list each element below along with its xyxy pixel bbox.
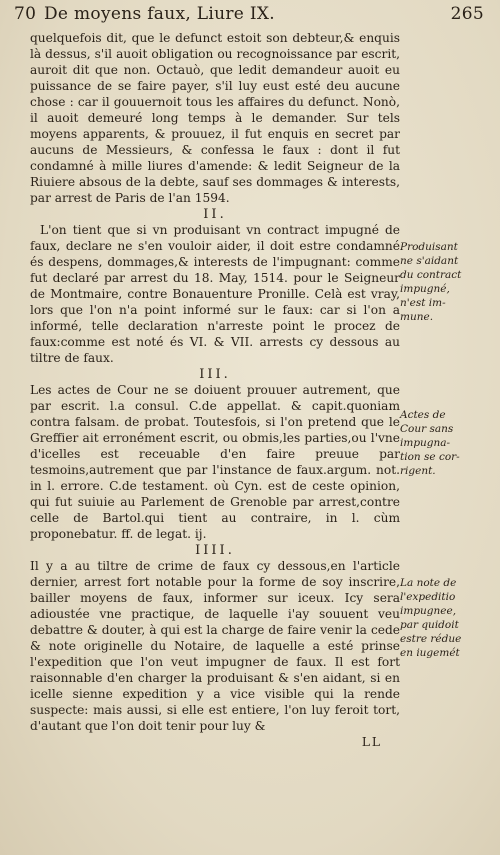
margin-note-line: par quidoit [400,619,459,631]
catchword: LL [361,735,382,749]
section-heading-iiii: IIII. [195,543,235,558]
margin-note-line: tion se cor- [400,451,460,463]
running-title: De moyens faux, Liure IX. [44,4,275,24]
margin-note-line: Produisant [400,241,458,253]
margin-note-actes [400,408,468,478]
margin-note-line: Actes de [400,409,446,421]
margin-note-line: du contract [400,269,462,281]
paragraph-ii: L'on tient que si vn produisant vn contract impugné de faux, declare ne s'en vouloir aider, il doit estre condamné és despens, dommages,& interests de l'impugnant: comme fut declaré par arrest du 18. May, 1514. pour le Seigneur de Montmaire, contre Bonauenture Pronille. Celà est vray, lors que l'on n'a point informé sur le faux: car si l'on a informé, telle declaration n'arreste point le procez de faux:comme est noté és VI. & VII. arrests cy dessous au tiltre de faux. [30,223,400,365]
margin-note-line: l'expeditio [400,591,456,603]
text-body [30,30,400,750]
paragraph-iii: Les actes de Cour ne se doiuent prouuer autrement, que par escrit. l.a consul. C.de appellat. & capit.quoniam contra falsam. de probat. Toutesfois, si l'on pretend que le Greffier ait erronément escrit, ou obmis,les parties,ou l'vne d'icelles est receuable d'en faire preuue par tesmoins,autrement que par l'instance de faux.argum. not. in l. errore. C.de testament. où Cyn. est de ceste opinion, qui fut suiuie au Parlement de Grenoble par arrest,contre celle de Bartol.qui tient au contraire, in l. cùm proponebatur. ff. de legat. ij. [30,383,400,541]
paragraph-continuation: quelquefois dit, que le defunct estoit son debteur,& enquis là dessus, s'il auoit obligation ou recognoissance par escrit, auroit dit que non. Octauò, que ledit demandeur auoit eu puissance de se faire payer, s'il luy eust esté deu aucune chose : car il gouuernoit tous les affaires du defunct. Nonò, il auoit demeuré long temps à le demander. Sur tels moyens apparents, & prouuez, il fut enquis en secret par aucuns de Messieurs, & confessa le faux : dont il fut condamné à mille liures d'amende: & ledit Seigneur de la Riuiere absous de la debte, sauf ses dommages & interests, par arrest de Paris de l'an 1594. [30,31,400,205]
margin-note-line: impugné, [400,283,450,295]
margin-note-line: n'est im- [400,297,446,309]
margin-note-la-note [400,576,468,660]
paragraph-iiii: Il y a au tiltre de crime de faux cy dessous,en l'article dernier, arrest fort notable pour la forme de soy inscrire, bailler moyens de faux, informer sur iceux. Icy sera adioustée vne practique, de laquelle i'ay souuent veu debattre & douter, à qui est la charge de faire venir la cede & note originelle du Notaire, de laquelle a esté prinse l'expedition que l'on veut impugner de faux. Il est fort raisonnable d'en charger la produisant & s'en aidant, si en icelle sienne expedition y a vice visible qui la rende suspecte: mais aussi, si elle est entiere, l'on luy feroit tort, d'autant que l'on doit tenir pour luy & [30,559,400,733]
margin-note-produisant [400,240,468,324]
margin-note-line: Cour sans [400,423,454,435]
page-number: 265 [450,4,484,24]
margin-note-line: ne s'aidant [400,255,459,267]
margin-note-line: impugna- [400,437,451,449]
section-heading-iii: III. [199,367,231,382]
margin-note-line: en iugemét [400,647,460,659]
margin-note-line: estre rédue [400,633,462,645]
margin-note-line: La note de [400,577,457,589]
running-head [14,4,484,28]
section-heading-ii: II. [203,207,227,222]
margin-note-line: mune. [400,311,434,323]
margin-note-line: impugnee, [400,605,457,617]
folio-left: 70 [14,4,37,24]
margin-note-line: rigent. [400,465,436,477]
